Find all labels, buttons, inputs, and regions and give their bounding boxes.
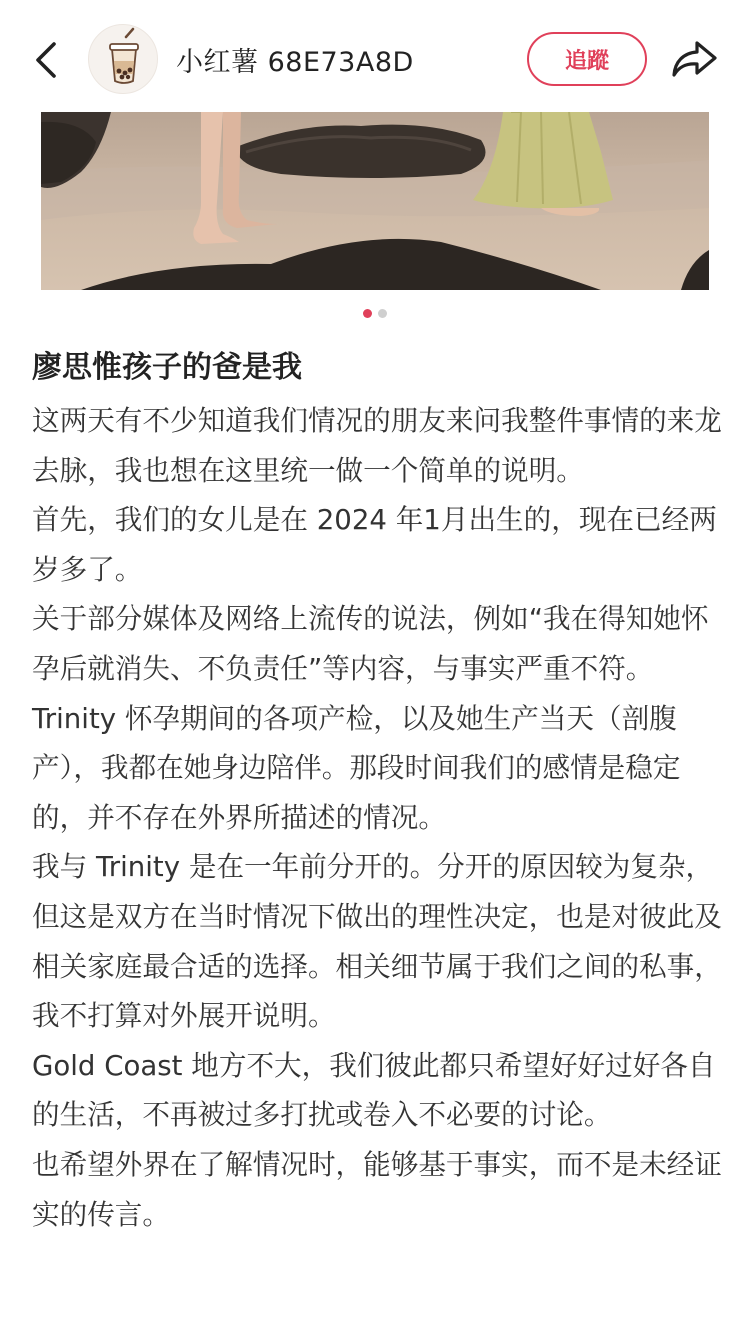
post-title: 廖思惟孩子的爸是我	[32, 350, 302, 385]
body-paragraph: Gold Coast 地方不大，我们彼此都只希望好好过好各自的生活，不再被过多打扰或卷入不必要的讨论。	[32, 1048, 716, 1132]
post-image[interactable]	[41, 112, 709, 290]
body-paragraph: 我与 Trinity 是在一年前分开的。分开的原因较为复杂，但这是双方在当时情况下做出的理性决定，也是对彼此及相关家庭最合适的选择。相关细节属于我们之间的私事，我不打算对外展开说明。	[32, 850, 722, 1033]
chevron-left-icon	[30, 38, 66, 82]
carousel-dot-active	[363, 309, 372, 318]
body-paragraph: 首先，我们的女儿是在 2024 年1月出生的，现在已经两岁多了。	[32, 503, 717, 586]
bubble-tea-icon	[89, 25, 158, 94]
username[interactable]: 小红薯 68E73A8D	[176, 47, 414, 78]
body-paragraph: 这两天有不少知道我们情况的朋友来问我整件事情的来龙去脉，我也想在这里统一做一个简单的说明。	[32, 404, 722, 487]
share-button[interactable]	[670, 38, 718, 80]
back-button[interactable]	[30, 38, 66, 82]
top-bar	[0, 0, 750, 112]
avatar[interactable]	[88, 24, 158, 94]
share-arrow-icon	[670, 38, 718, 80]
carousel-dot	[378, 309, 387, 318]
body-paragraph: 也希望外界在了解情况时，能够基于事实，而不是未经证实的传言。	[32, 1147, 722, 1231]
carousel-indicator	[0, 309, 750, 318]
post-body	[32, 396, 722, 1239]
beach-photo	[41, 112, 709, 290]
body-paragraph: 关于部分媒体及网络上流传的说法，例如“我在得知她怀孕后就消失、不负责任”等内容，与事实严重不符。Trinity 怀孕期间的各项产检，以及她生产当天（剖腹产），我都在她身边陪伴。那段时间我们的感情是稳定的，并不存在外界所描述的情况。	[32, 602, 709, 834]
follow-button[interactable]: 追蹤	[527, 32, 647, 86]
